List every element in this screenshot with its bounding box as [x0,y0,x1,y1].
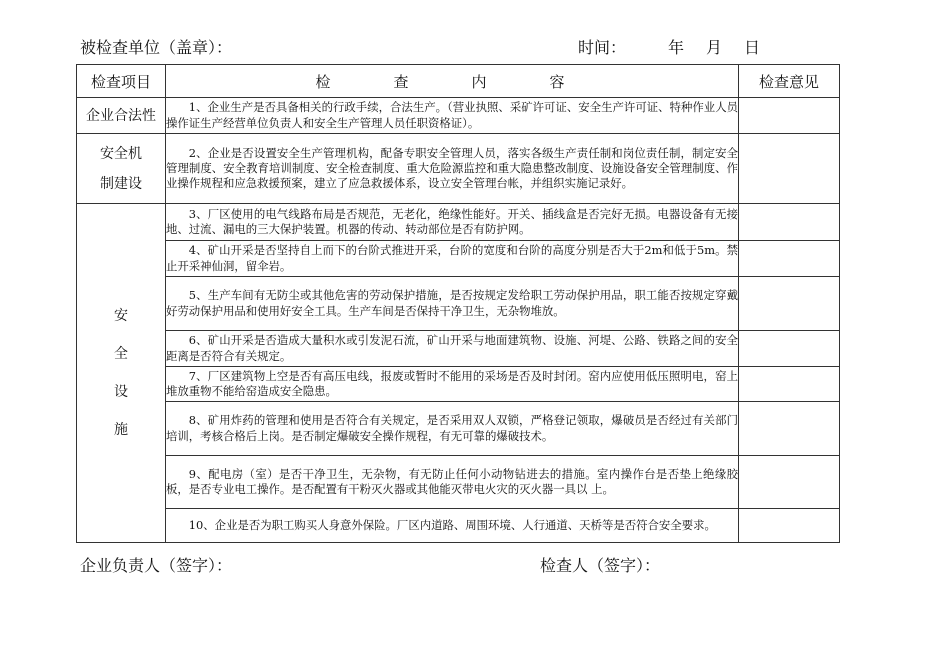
year-label: 年 [668,38,685,57]
opinion-cell[interactable] [739,241,840,277]
table-row [77,134,840,204]
item-8: 8、矿用炸药的管理和使用是否符合有关规定，是否采用双人双锁，严格登记领取，爆破员是否经过有关部门培训，考核合格后上岗。是否制定爆破安全操作规程，有无可靠的爆破技术。 [166,402,739,456]
date-fields [668,38,760,58]
table-row [77,277,840,331]
owner-signature-label: 企业负责人（签字）： [80,556,233,575]
column-header-content: 检 查 内 容 [166,65,739,98]
opinion-cell[interactable] [739,331,840,367]
day-label: 日 [744,38,761,57]
opinion-cell[interactable] [739,367,840,402]
table-row [77,98,840,134]
category-facilities [77,204,166,543]
item-3: 3、厂区使用的电气线路布局是否规范，无老化，绝缘性能好。开关、插线盒是否完好无损。电器设备有无接地、过流、漏电的三大保护装置。机器的传动、转动部位是否有防护网。 [166,204,739,241]
table-row [77,509,840,543]
opinion-cell[interactable] [739,277,840,331]
table-row [77,402,840,456]
category-mechanism-line1: 安全机 [100,145,142,162]
table-row [77,204,840,241]
category-mechanism-line2: 制建设 [100,175,142,192]
category-mechanism [77,134,166,204]
month-label: 月 [706,38,723,57]
item-4: 4、矿山开采是否坚持自上而下的台阶式推进开采，台阶的宽度和台阶的高度分别是否大于2m和低于5m。禁止开采神仙洞，留伞岩。 [166,241,739,277]
column-header-item: 检查项目 [77,65,166,98]
column-header-opinion: 检查意见 [739,65,840,98]
opinion-cell[interactable] [739,509,840,543]
inspected-unit-label: 被检查单位（盖章）： [80,38,233,57]
opinion-cell[interactable] [739,134,840,204]
opinion-cell[interactable] [739,402,840,456]
item-1: 1、企业生产是否具备相关的行政手续，合法生产。（营业执照、采矿许可证、安全生产许可证、特种作业人员操作证生产经营单位负责人和安全生产管理人员任职资格证）。 [166,98,739,134]
time-label: 时间： [578,38,627,57]
table-row [77,331,840,367]
category-legality: 企业合法性 [77,98,166,134]
item-9: 9、配电房（室）是否干净卫生，无杂物，有无防止任何小动物钻进去的措施。室内操作台是否垫上绝缘胶板，是否专业电工操作。是否配置有干粉灭火器或其他能灭带电火灾的灭火器一具以 上。 [166,456,739,509]
table-row [77,367,840,402]
item-2: 2、企业是否设置安全生产管理机构，配备专职安全管理人员，落实各级生产责任制和岗位责任制，制定安全管理制度、安全教育培训制度、安全检查制度、重大危险源监控和重大隐患整改制度、设施设备安全管理制度、作业操作规程和应急救援预案，建立了应急救援体系，设立安全管理台帐，并组织实施记录好。 [166,134,739,204]
category-facilities-char: 施 [114,422,128,438]
opinion-cell[interactable] [739,204,840,241]
category-facilities-char: 安 [114,308,128,324]
item-6: 6、矿山开采是否造成大量积水或引发泥石流，矿山开采与地面建筑物、设施、河堤、公路、铁路之间的安全距离是否符合有关规定。 [166,331,739,367]
opinion-cell[interactable] [739,98,840,134]
category-facilities-char: 全 [114,346,128,362]
item-10: 10、企业是否为职工购买人身意外保险。厂区内道路、周围环境、人行通道、天桥等是否符合安全要求。 [166,509,739,543]
item-5: 5、生产车间有无防尘或其他危害的劳动保护措施，是否按规定发给职工劳动保护用品，职工能否按规定穿戴好劳动保护用品和使用好安全工具。生产车间是否保持干净卫生，无杂物堆放。 [166,277,739,331]
table-header-row [77,65,840,98]
item-7: 7、厂区建筑物上空是否有高压电线，报废或暂时不能用的采场是否及时封闭。窑内应使用低压照明电，窑上堆放重物不能给窑造成安全隐患。 [166,367,739,402]
table-row [77,241,840,277]
inspector-signature-label: 检查人（签字）： [540,556,661,575]
category-facilities-char: 设 [114,384,128,400]
opinion-cell[interactable] [739,456,840,509]
inspection-table [76,64,840,543]
table-row [77,456,840,509]
